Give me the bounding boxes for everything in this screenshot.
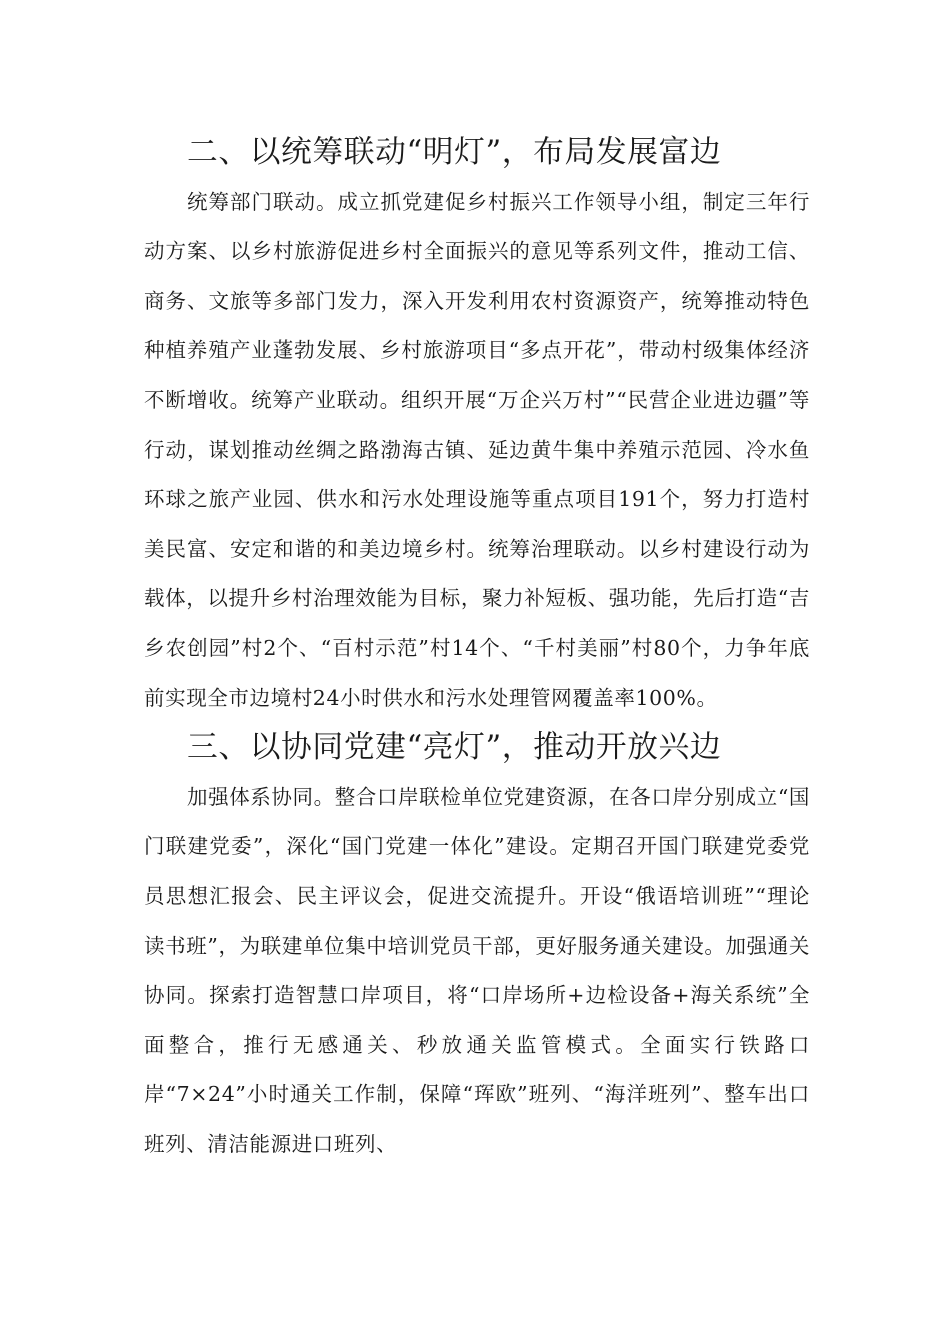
document-body (144, 128, 810, 1169)
section-heading-2: 二、以统筹联动“明灯”，布局发展富边 (187, 134, 722, 170)
section-paragraph-3: 加强体系协同。整合口岸联检单位党建资源，在各口岸分别成立“国门联建党委”，深化“国门党建一体化”建设。定期召开国门联建党委党员思想汇报会、民主评议会，促进交流提升。开设“俄语培训班”“理论读书班”，为联建单位集中培训党员干部，更好服务通关建设。加强通关协同。探索打造智慧口岸项目，将“口岸场所+边检设备+海关系统”全面整合，推行无感通关、秒放通关监管模式。全面实行铁路口岸“7×24”小时通关工作制，保障“珲欧”班列、“海洋班列”、整车出口班列、清洁能源进口班列、 (144, 784, 810, 1156)
section-paragraph-2: 统筹部门联动。成立抓党建促乡村振兴工作领导小组，制定三年行动方案、以乡村旅游促进乡村全面振兴的意见等系列文件，推动工信、商务、文旅等多部门发力，深入开发利用农村资源资产，统筹推动特色种植养殖产业蓬勃发展、乡村旅游项目“多点开花”，带动村级集体经济不断增收。统筹产业联动。组织开展“万企兴万村”“民营企业进边疆”等行动，谋划推动丝绸之路渤海古镇、延边黄牛集中养殖示范园、冷水鱼环球之旅产业园、供水和污水处理设施等重点项目191个，努力打造村美民富、安定和谐的和美边境乡村。统筹治理联动。以乡村建设行动为载体，以提升乡村治理效能为目标，聚力补短板、强功能，先后打造“吉乡农创园”村2个、“百村示范”村14个、“千村美丽”村80个，力争年底前实现全市边境村24小时供水和污水处理管网覆盖率100%。 (144, 189, 810, 710)
section-heading-3: 三、以协同党建“亮灯”，推动开放兴边 (187, 729, 722, 766)
